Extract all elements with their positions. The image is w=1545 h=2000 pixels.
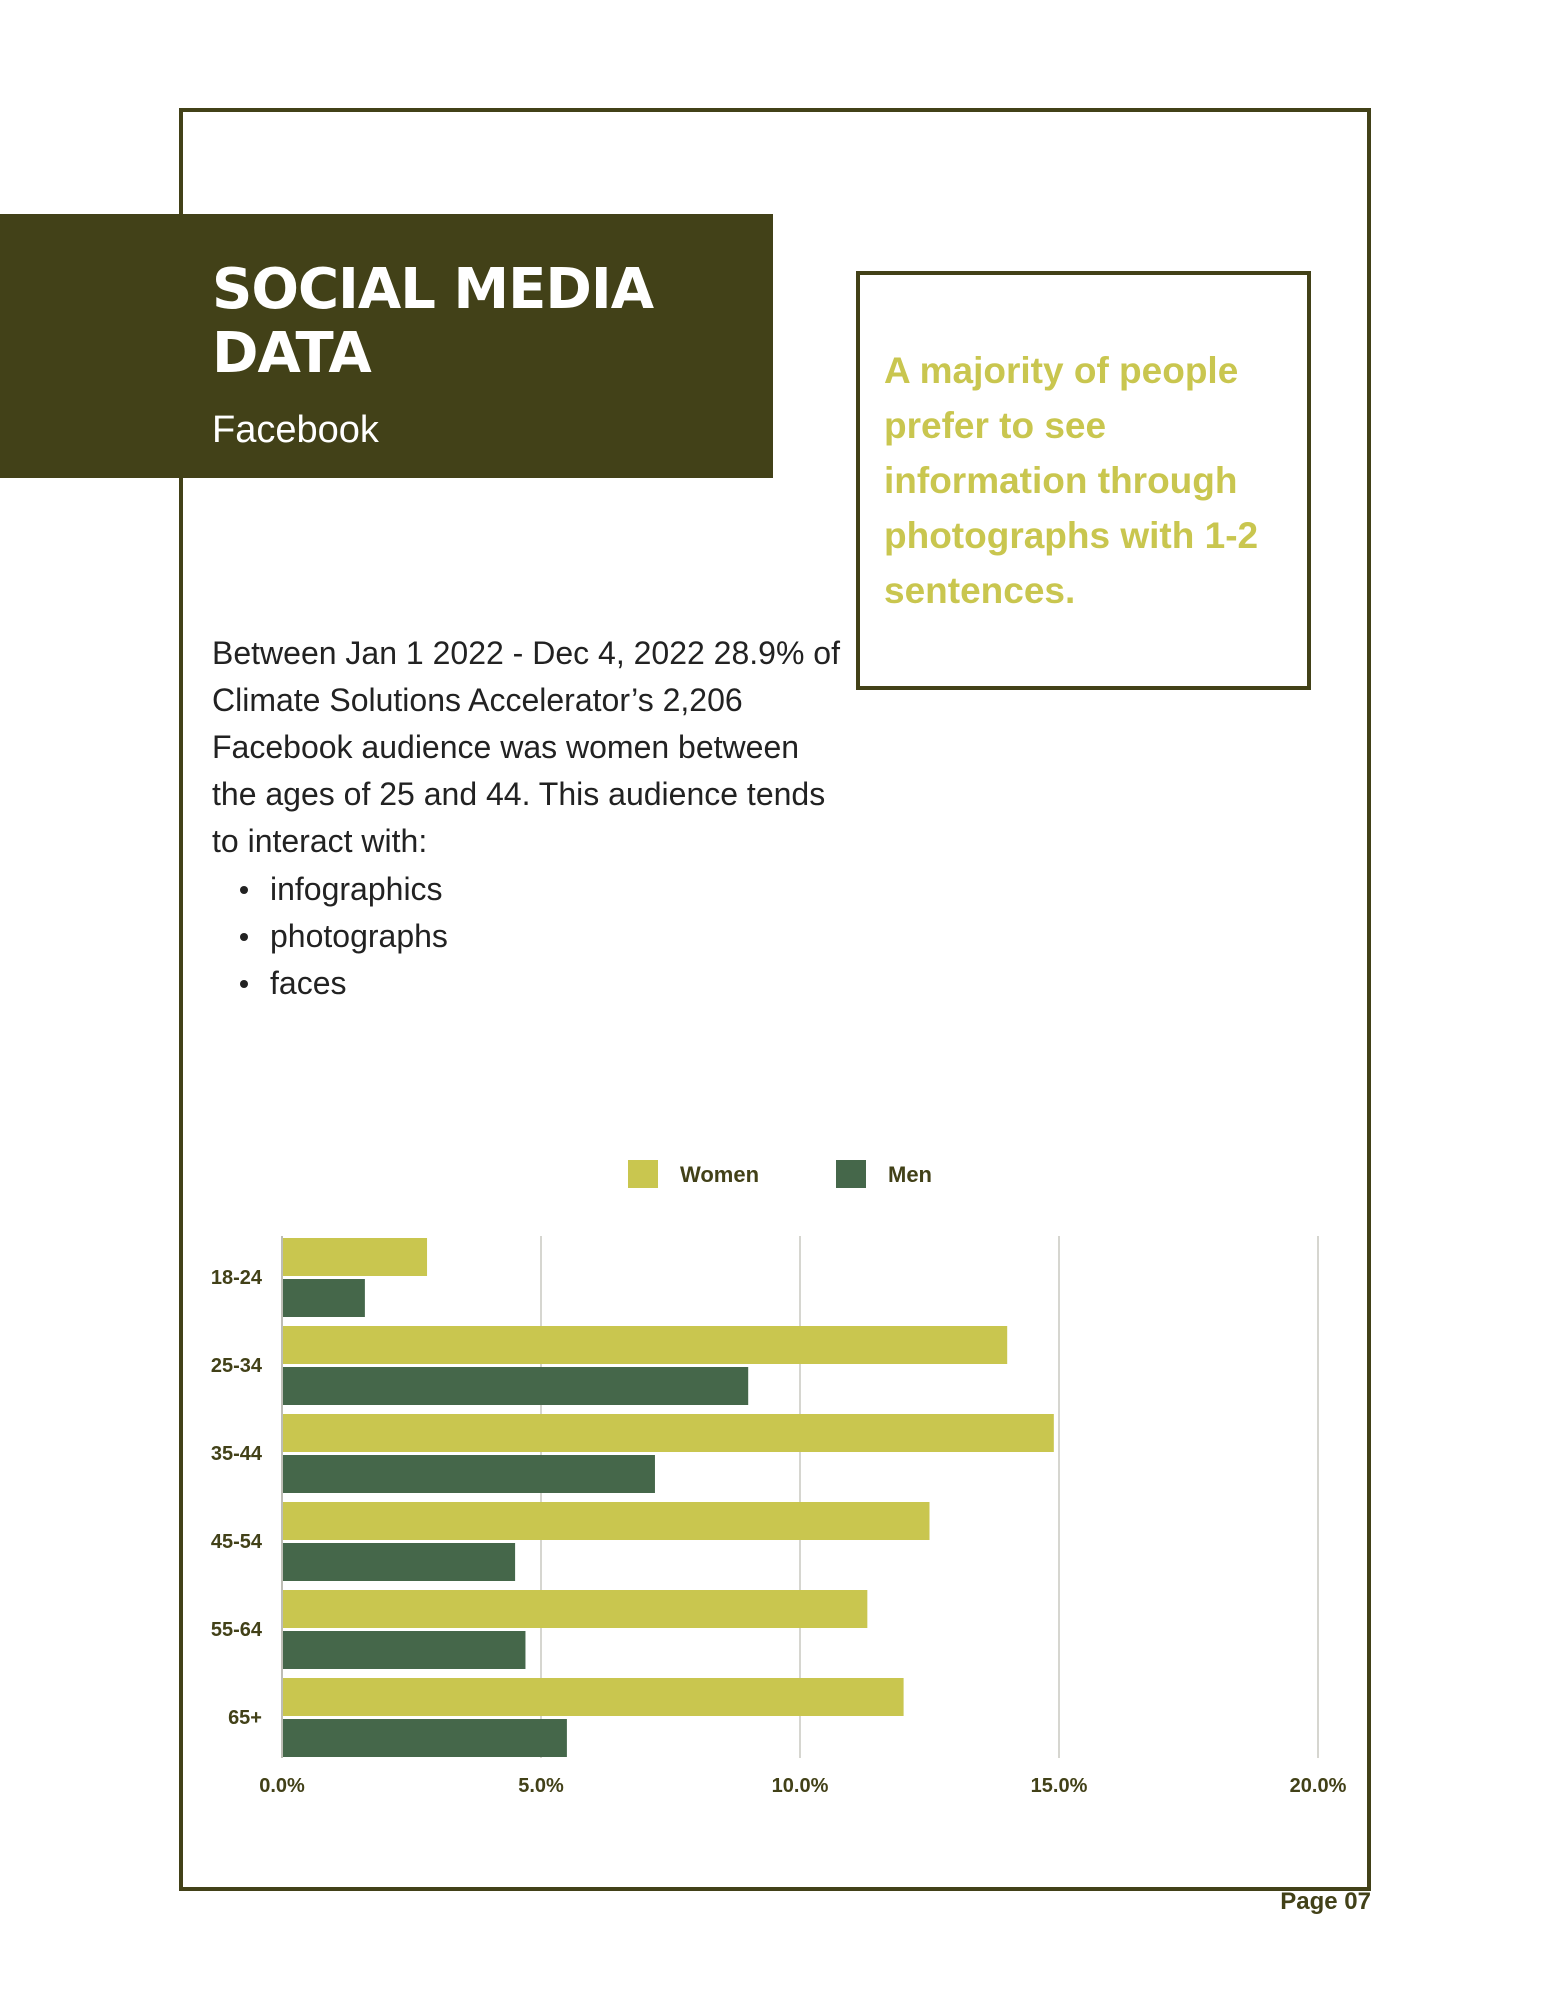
page-subtitle: Facebook <box>212 409 379 451</box>
legend-label-men: Men <box>888 1162 932 1187</box>
bar-men <box>282 1631 525 1669</box>
x-tick-label: 15.0% <box>1030 1775 1088 1797</box>
audience-bar-chart <box>180 1160 1360 1820</box>
bar-men <box>282 1367 748 1405</box>
bar-women <box>282 1414 1054 1452</box>
y-tick-label: 35-44 <box>210 1443 262 1465</box>
bullet-item: faces <box>212 960 448 1007</box>
bar-men <box>282 1455 655 1493</box>
page-number: Page 07 <box>1280 1888 1371 1915</box>
x-tick-label: 5.0% <box>518 1775 564 1797</box>
bar-women <box>282 1326 1007 1364</box>
y-tick-label: 25-34 <box>210 1355 262 1377</box>
bar-women <box>282 1678 904 1716</box>
bullet-item: infographics <box>212 866 448 913</box>
bar-men <box>282 1279 365 1317</box>
title-line-2: DATA <box>212 321 371 386</box>
body-paragraph: Between Jan 1 2022 - Dec 4, 2022 28.9% of Climate Solutions Accelerator’s 2,206 Facebook audience was women between the ages of 25 and 44. This audience tends to interact with: <box>212 635 840 859</box>
bar-men <box>282 1719 567 1757</box>
y-tick-label: 65+ <box>228 1707 262 1729</box>
bar-women <box>282 1590 867 1628</box>
bar-women <box>282 1502 930 1540</box>
legend-label-women: Women <box>680 1162 760 1187</box>
x-tick-label: 10.0% <box>771 1775 829 1797</box>
y-tick-label: 18-24 <box>210 1267 262 1289</box>
title-line-1: SOCIAL MEDIA <box>212 257 654 322</box>
bullet-list <box>212 866 448 1007</box>
bar-men <box>282 1543 515 1581</box>
legend-swatch-men <box>836 1160 866 1188</box>
x-tick-label: 0.0% <box>259 1775 305 1797</box>
bar-women <box>282 1238 427 1276</box>
y-tick-label: 55-64 <box>210 1619 262 1641</box>
y-tick-label: 45-54 <box>210 1531 262 1553</box>
bullet-item: photographs <box>212 913 448 960</box>
x-tick-label: 20.0% <box>1289 1775 1347 1797</box>
page-title <box>212 258 653 386</box>
legend-swatch-women <box>628 1160 658 1188</box>
callout-text: A majority of people prefer to see information through photographs with 1-2 sentences. <box>884 350 1259 611</box>
